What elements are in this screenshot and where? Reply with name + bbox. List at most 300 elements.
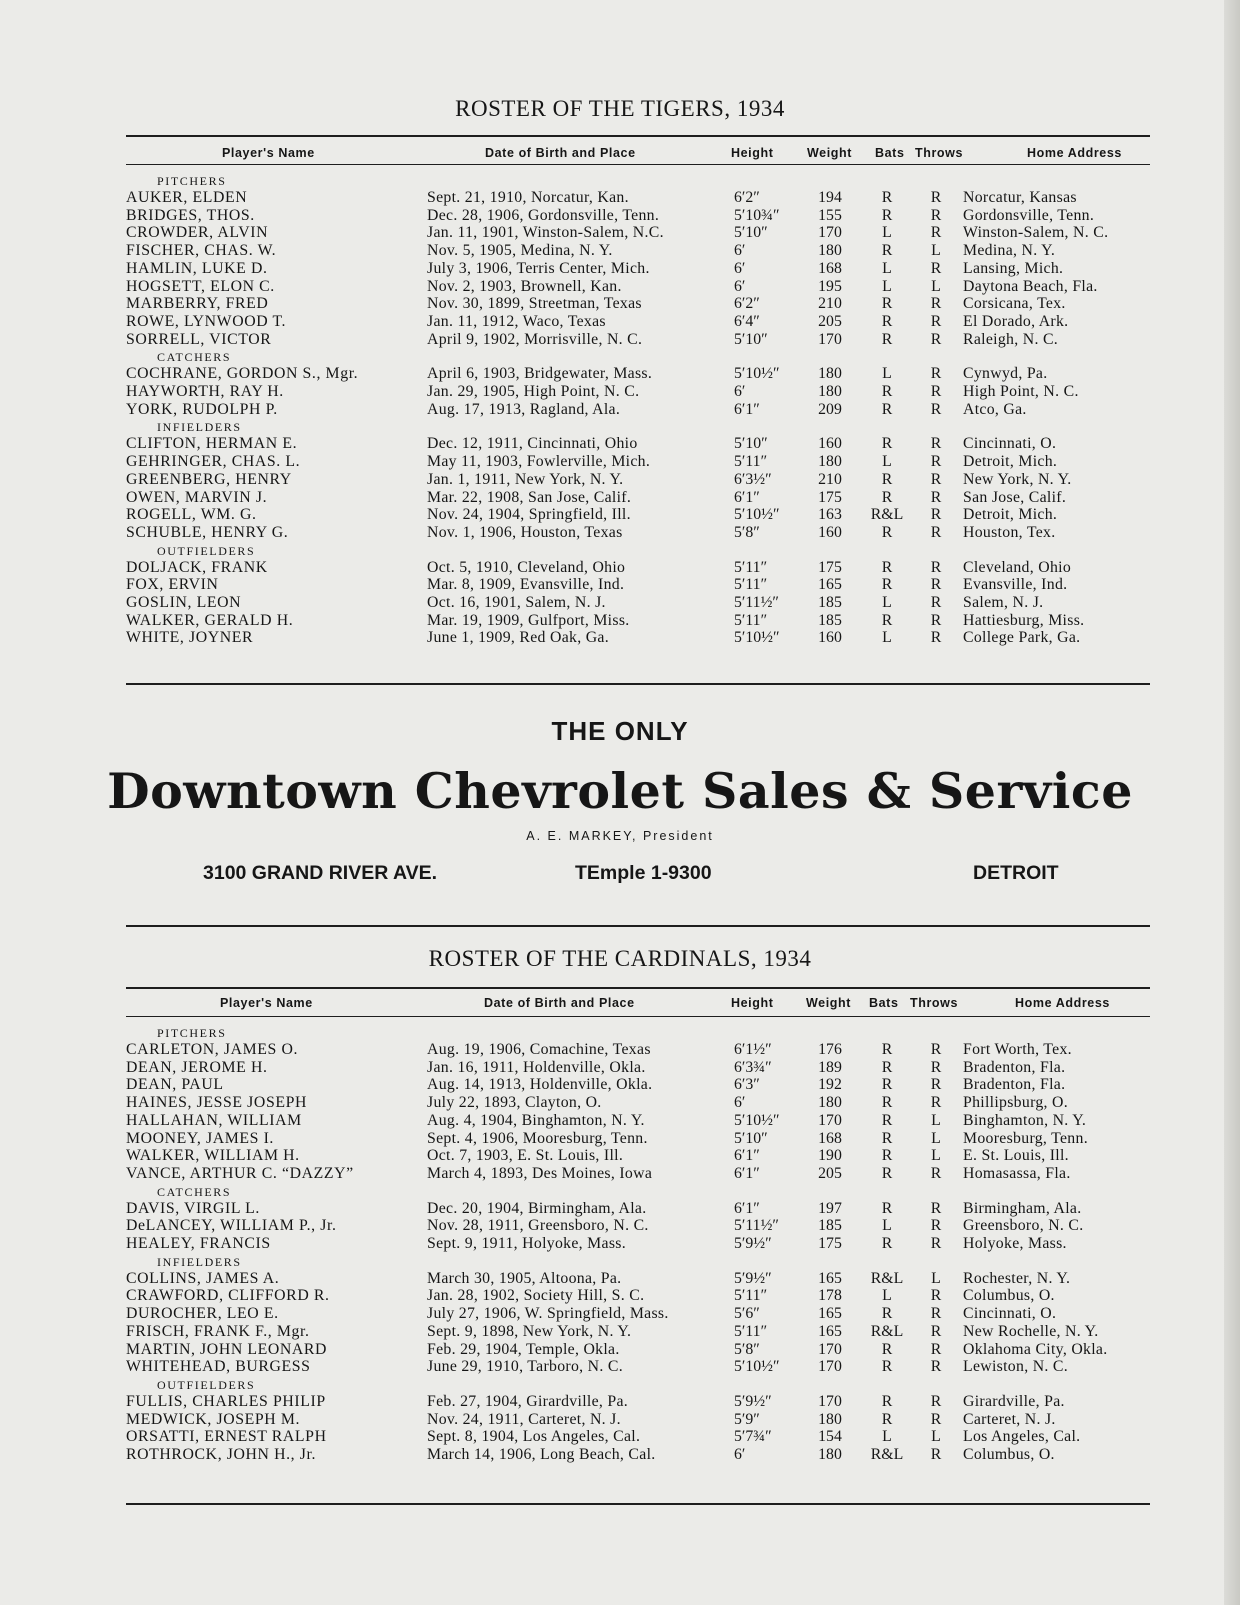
player-height: 5′10″ <box>734 435 768 453</box>
ad-president: A. E. MARKEY, President <box>526 829 714 843</box>
player-bats: R <box>881 1147 893 1165</box>
player-weight: 170 <box>818 224 842 242</box>
player-birth: Jan. 11, 1901, Winston-Salem, N.C. <box>427 224 664 242</box>
player-home: Evansville, Ind. <box>963 576 1068 594</box>
player-row <box>0 1059 1240 1077</box>
player-row <box>0 453 1240 471</box>
player-row <box>0 1323 1240 1341</box>
cardinals-header-rule <box>126 1016 1150 1017</box>
player-height: 5′10½″ <box>734 1111 780 1129</box>
player-weight: 170 <box>818 1358 842 1376</box>
tigers-bottom-rule <box>126 683 1150 685</box>
player-throws: R <box>930 594 942 611</box>
player-birth: Jan. 11, 1912, Waco, Texas <box>427 312 606 330</box>
player-weight: 180 <box>818 365 842 383</box>
player-home: Cincinnati, O. <box>963 1305 1057 1323</box>
player-height: 6′1″ <box>734 1147 760 1165</box>
player-name: MARBERRY, FRED <box>126 295 269 313</box>
player-birth: Dec. 12, 1911, Cincinnati, Ohio <box>427 435 638 453</box>
player-home: Los Angeles, Cal. <box>963 1428 1081 1446</box>
col-header-weight: Weight <box>806 996 852 1010</box>
player-home: Bradenton, Fla. <box>963 1076 1066 1094</box>
player-home: Rochester, N. Y. <box>963 1269 1071 1287</box>
player-name: ROTHROCK, JOHN H., Jr. <box>126 1446 317 1463</box>
cardinals-bottom-rule <box>126 1503 1150 1505</box>
player-height: 5′11½″ <box>734 594 779 611</box>
player-birth: Nov. 30, 1899, Streetman, Texas <box>427 295 642 313</box>
player-throws: R <box>930 1322 942 1340</box>
player-throws: R <box>930 400 942 418</box>
player-birth: Aug. 14, 1913, Holdenville, Okla. <box>427 1076 653 1094</box>
player-throws: R <box>930 1164 942 1182</box>
player-home: Detroit, Mich. <box>963 506 1058 524</box>
player-bats: R&L <box>870 1446 904 1463</box>
player-name: ROGELL, WM. G. <box>126 506 257 524</box>
cardinals-roster-title: ROSTER OF THE CARDINALS, 1934 <box>428 946 812 971</box>
player-height: 5′8″ <box>734 1340 760 1358</box>
player-birth: Sept. 9, 1911, Holyoke, Mass. <box>427 1235 626 1252</box>
player-throws: L <box>931 277 941 295</box>
player-throws: R <box>930 1217 942 1235</box>
player-name: MEDWICK, JOSEPH M. <box>126 1410 301 1428</box>
player-bats: R <box>881 189 893 206</box>
player-birth: Aug. 4, 1904, Binghamton, N. Y. <box>427 1111 645 1129</box>
cardinals-top-rule <box>126 987 1150 989</box>
player-birth: Sept. 8, 1904, Los Angeles, Cal. <box>427 1428 641 1446</box>
player-bats: R <box>881 330 893 348</box>
player-weight: 160 <box>818 435 842 453</box>
player-name: HALLAHAN, WILLIAM <box>126 1111 302 1129</box>
player-birth: Sept. 9, 1898, New York, N. Y. <box>427 1322 632 1340</box>
player-weight: 168 <box>818 1129 842 1147</box>
player-birth: Sept. 21, 1910, Norcatur, Kan. <box>427 189 629 206</box>
player-weight: 168 <box>818 259 842 277</box>
player-weight: 180 <box>818 453 842 471</box>
player-row <box>0 331 1240 349</box>
player-weight: 170 <box>818 1340 842 1358</box>
player-row <box>0 1446 1240 1464</box>
player-birth: Feb. 27, 1904, Girardville, Pa. <box>427 1392 629 1410</box>
player-bats: R <box>881 295 893 313</box>
player-home: Salem, N. J. <box>963 594 1044 611</box>
player-throws: L <box>931 1147 941 1165</box>
player-throws: R <box>930 1287 942 1305</box>
player-weight: 170 <box>818 1392 842 1410</box>
player-name: MOONEY, JAMES I. <box>126 1129 274 1147</box>
player-name: COLLINS, JAMES A. <box>126 1269 280 1287</box>
player-height: 6′ <box>734 1094 746 1112</box>
player-throws: R <box>930 1446 942 1463</box>
player-throws: L <box>931 1269 941 1287</box>
player-weight: 189 <box>818 1058 842 1076</box>
player-bats: R <box>881 488 893 506</box>
player-weight: 205 <box>818 312 842 330</box>
player-home: Lansing, Mich. <box>963 259 1064 277</box>
player-height: 6′2″ <box>734 295 760 313</box>
tigers-column-headers <box>0 146 1240 164</box>
player-throws: R <box>930 1041 942 1058</box>
player-row <box>0 313 1240 331</box>
player-row <box>0 506 1240 524</box>
player-height: 6′ <box>734 259 746 277</box>
col-header-height: Height <box>731 146 774 160</box>
player-throws: R <box>930 1358 942 1376</box>
player-throws: R <box>930 558 942 576</box>
player-bats: R <box>881 1410 893 1428</box>
player-weight: 165 <box>818 1269 842 1287</box>
player-name: DAVIS, VIRGIL L. <box>126 1199 260 1217</box>
player-row <box>0 224 1240 242</box>
section-label: CATCHERS <box>157 350 232 365</box>
player-row <box>0 1270 1240 1288</box>
player-name: CARLETON, JAMES O. <box>126 1041 299 1058</box>
player-row <box>0 1112 1240 1130</box>
player-birth: Dec. 28, 1906, Gordonsville, Tenn. <box>427 206 660 224</box>
player-height: 5′8″ <box>734 523 760 541</box>
player-birth: Aug. 19, 1906, Comachine, Texas <box>427 1041 651 1058</box>
player-throws: R <box>930 1340 942 1358</box>
player-height: 6′2″ <box>734 189 760 206</box>
player-weight: 165 <box>818 1322 842 1340</box>
player-birth: Sept. 4, 1906, Mooresburg, Tenn. <box>427 1129 648 1147</box>
player-bats: R&L <box>870 506 904 524</box>
player-height: 5′10″ <box>734 224 768 242</box>
player-row <box>0 1076 1240 1094</box>
player-birth: Oct. 5, 1910, Cleveland, Ohio <box>427 558 626 576</box>
player-home: Raleigh, N. C. <box>963 330 1059 348</box>
player-bats: R&L <box>870 1269 904 1287</box>
player-height: 5′7¾″ <box>734 1428 772 1446</box>
player-name: DUROCHER, LEO E. <box>126 1305 279 1323</box>
player-throws: R <box>930 1199 942 1217</box>
player-home: Fort Worth, Tex. <box>963 1041 1072 1058</box>
player-bats: L <box>882 224 892 242</box>
player-weight: 175 <box>818 1235 842 1252</box>
player-bats: R <box>881 1358 893 1376</box>
player-weight: 175 <box>818 488 842 506</box>
col-header-bats: Bats <box>869 996 899 1010</box>
player-row <box>0 260 1240 278</box>
player-home: Birmingham, Ala. <box>963 1199 1082 1217</box>
tigers-header-rule <box>126 164 1150 165</box>
player-birth: July 22, 1893, Clayton, O. <box>427 1094 602 1112</box>
player-row <box>0 489 1240 507</box>
player-row <box>0 1200 1240 1218</box>
player-weight: 155 <box>818 206 842 224</box>
player-bats: L <box>882 629 892 647</box>
player-weight: 210 <box>818 470 842 488</box>
player-bats: L <box>882 1217 892 1235</box>
player-birth: March 4, 1893, Des Moines, Iowa <box>427 1164 653 1182</box>
player-height: 5′9½″ <box>734 1392 772 1410</box>
player-home: Norcatur, Kansas <box>963 189 1077 206</box>
player-home: Lewiston, N. C. <box>963 1358 1068 1376</box>
player-throws: R <box>930 1235 942 1252</box>
player-height: 6′ <box>734 242 746 260</box>
player-row <box>0 1411 1240 1429</box>
player-throws: R <box>930 1094 942 1112</box>
player-row <box>0 1094 1240 1112</box>
player-name: OWEN, MARVIN J. <box>126 488 268 506</box>
player-bats: R <box>881 611 893 629</box>
player-bats: R <box>881 523 893 541</box>
player-name: DEAN, PAUL <box>126 1076 224 1094</box>
cardinals-column-headers <box>0 996 1240 1014</box>
player-height: 5′11″ <box>734 576 768 594</box>
player-throws: R <box>930 470 942 488</box>
player-home: Corsicana, Tex. <box>963 295 1066 313</box>
player-name: FULLIS, CHARLES PHILIP <box>126 1392 326 1410</box>
player-birth: April 6, 1903, Bridgewater, Mass. <box>427 365 653 383</box>
player-home: Medina, N. Y. <box>963 242 1056 260</box>
player-weight: 160 <box>818 629 842 647</box>
player-birth: Nov. 2, 1903, Brownell, Kan. <box>427 277 622 295</box>
section-label: OUTFIELDERS <box>157 543 256 558</box>
player-row <box>0 401 1240 419</box>
player-height: 5′10½″ <box>734 1358 780 1376</box>
player-name: HAMLIN, LUKE D. <box>126 259 268 277</box>
player-throws: R <box>930 506 942 524</box>
player-weight: 180 <box>818 1094 842 1112</box>
player-bats: R <box>881 1058 893 1076</box>
ad-bottom-rule <box>126 925 1150 927</box>
player-bats: R <box>881 435 893 453</box>
player-weight: 180 <box>818 242 842 260</box>
player-height: 5′10½″ <box>734 365 780 383</box>
player-birth: Jan. 28, 1902, Society Hill, S. C. <box>427 1287 645 1305</box>
section-label: CATCHERS <box>157 1184 232 1199</box>
player-birth: March 30, 1905, Altoona, Pa. <box>427 1269 622 1287</box>
player-name: CRAWFORD, CLIFFORD R. <box>126 1287 330 1305</box>
player-height: 5′11″ <box>734 1287 768 1305</box>
player-height: 5′10½″ <box>734 506 780 524</box>
player-row <box>0 524 1240 542</box>
section-label: INFIELDERS <box>157 1254 242 1269</box>
player-birth: Jan. 16, 1911, Holdenville, Okla. <box>427 1058 646 1076</box>
player-height: 5′6″ <box>734 1305 760 1323</box>
player-weight: 195 <box>818 277 842 295</box>
player-row <box>0 242 1240 260</box>
player-bats: R <box>881 1199 893 1217</box>
player-row <box>0 1217 1240 1235</box>
player-height: 5′9″ <box>734 1410 760 1428</box>
player-birth: Jan. 1, 1911, New York, N. Y. <box>427 470 624 488</box>
player-height: 5′11″ <box>734 453 768 471</box>
player-home: El Dorado, Ark. <box>963 312 1069 330</box>
player-name: HAINES, JESSE JOSEPH <box>126 1094 307 1112</box>
col-header-birth: Date of Birth and Place <box>484 996 635 1010</box>
player-height: 6′3½″ <box>734 470 772 488</box>
player-birth: May 11, 1903, Fowlerville, Mich. <box>427 453 651 471</box>
player-throws: R <box>930 629 942 647</box>
player-height: 5′10″ <box>734 1129 768 1147</box>
player-weight: 170 <box>818 1111 842 1129</box>
player-weight: 180 <box>818 383 842 400</box>
player-throws: R <box>930 576 942 594</box>
col-header-name: Player's Name <box>220 996 313 1010</box>
player-name: GOSLIN, LEON <box>126 594 242 611</box>
player-height: 6′4″ <box>734 312 760 330</box>
tigers-roster-title: ROSTER OF THE TIGERS, 1934 <box>455 96 785 121</box>
player-home: Houston, Tex. <box>963 523 1056 541</box>
player-weight: 209 <box>818 400 842 418</box>
player-weight: 160 <box>818 523 842 541</box>
player-bats: L <box>882 594 892 611</box>
section-label: OUTFIELDERS <box>157 1377 256 1392</box>
player-weight: 175 <box>818 558 842 576</box>
player-home: Cynwyd, Pa. <box>963 365 1048 383</box>
ad-headline: THE ONLY <box>551 716 689 746</box>
player-bats: R <box>881 1305 893 1323</box>
player-throws: L <box>931 242 941 260</box>
player-name: GEHRINGER, CHAS. L. <box>126 453 301 471</box>
player-bats: L <box>882 1287 892 1305</box>
section-label: INFIELDERS <box>157 420 242 435</box>
player-throws: R <box>930 1076 942 1094</box>
player-name: GREENBERG, HENRY <box>126 470 292 488</box>
section-label: PITCHERS <box>157 174 227 188</box>
player-name: HEALEY, FRANCIS <box>126 1235 271 1252</box>
player-bats: R <box>881 1076 893 1094</box>
player-bats: R <box>881 1164 893 1182</box>
player-birth: Dec. 20, 1904, Birmingham, Ala. <box>427 1199 647 1217</box>
player-row <box>0 559 1240 577</box>
player-name: FISCHER, CHAS. W. <box>126 242 277 260</box>
col-header-height: Height <box>731 996 774 1010</box>
player-height: 5′9½″ <box>734 1235 772 1252</box>
player-row <box>0 383 1240 401</box>
player-bats: R&L <box>870 1322 904 1340</box>
player-bats: L <box>882 453 892 471</box>
player-birth: Mar. 22, 1908, San Jose, Calif. <box>427 488 632 506</box>
player-bats: L <box>882 1428 892 1446</box>
player-home: Mooresburg, Tenn. <box>963 1129 1088 1147</box>
player-weight: 178 <box>818 1287 842 1305</box>
player-weight: 154 <box>818 1428 842 1446</box>
player-name: FOX, ERVIN <box>126 576 219 594</box>
player-birth: Nov. 24, 1911, Carteret, N. J. <box>427 1410 621 1428</box>
player-name: YORK, RUDOLPH P. <box>126 400 278 418</box>
player-name: ORSATTI, ERNEST RALPH <box>126 1428 327 1446</box>
player-bats: R <box>881 1235 893 1252</box>
player-name: SCHUBLE, HENRY G. <box>126 523 289 541</box>
player-bats: R <box>881 206 893 224</box>
player-height: 6′1″ <box>734 488 760 506</box>
player-home: New Rochelle, N. Y. <box>963 1322 1099 1340</box>
player-birth: Nov. 28, 1911, Greensboro, N. C. <box>427 1217 649 1235</box>
player-throws: R <box>930 1410 942 1428</box>
ad-phone: TEmple 1-9300 <box>575 862 712 884</box>
player-home: Hattiesburg, Miss. <box>963 611 1085 629</box>
player-name: WALKER, WILLIAM H. <box>126 1147 300 1165</box>
player-birth: March 14, 1906, Long Beach, Cal. <box>427 1446 656 1463</box>
player-weight: 194 <box>818 189 842 206</box>
player-birth: Nov. 1, 1906, Houston, Texas <box>427 523 623 541</box>
player-home: Holyoke, Mass. <box>963 1235 1067 1252</box>
player-name: HOGSETT, ELON C. <box>126 277 275 295</box>
player-throws: L <box>931 1129 941 1147</box>
player-bats: R <box>881 1041 893 1058</box>
player-throws: R <box>930 1058 942 1076</box>
player-bats: R <box>881 1094 893 1112</box>
player-weight: 180 <box>818 1446 842 1463</box>
player-bats: L <box>882 365 892 383</box>
ad-address: 3100 GRAND RIVER AVE. <box>203 862 438 884</box>
player-home: Carteret, N. J. <box>963 1410 1056 1428</box>
player-bats: R <box>881 558 893 576</box>
player-name: FRISCH, FRANK F., Mgr. <box>126 1322 310 1340</box>
player-birth: Nov. 5, 1905, Medina, N. Y. <box>427 242 613 260</box>
player-home: Homasassa, Fla. <box>963 1164 1071 1182</box>
player-home: Cincinnati, O. <box>963 435 1057 453</box>
player-name: ROWE, LYNWOOD T. <box>126 312 287 330</box>
player-row <box>0 207 1240 225</box>
player-home: Girardville, Pa. <box>963 1392 1065 1410</box>
player-birth: July 27, 1906, W. Springfield, Mass. <box>427 1305 669 1323</box>
player-birth: Feb. 29, 1904, Temple, Okla. <box>427 1340 620 1358</box>
col-header-home: Home Address <box>1027 146 1122 160</box>
player-throws: R <box>930 224 942 242</box>
player-row <box>0 576 1240 594</box>
player-throws: R <box>930 488 942 506</box>
player-throws: R <box>930 523 942 541</box>
player-height: 6′ <box>734 383 746 400</box>
player-home: Columbus, O. <box>963 1287 1055 1305</box>
player-birth: Oct. 7, 1903, E. St. Louis, Ill. <box>427 1147 624 1165</box>
player-row <box>0 278 1240 296</box>
player-height: 6′ <box>734 1446 746 1463</box>
player-birth: Mar. 19, 1909, Gulfport, Miss. <box>427 611 630 629</box>
col-header-throws: Throws <box>910 996 959 1010</box>
player-throws: R <box>930 1392 942 1410</box>
player-row <box>0 189 1240 207</box>
player-bats: R <box>881 400 893 418</box>
col-header-weight: Weight <box>807 146 853 160</box>
player-weight: 165 <box>818 1305 842 1323</box>
player-name: DeLANCEY, WILLIAM P., Jr. <box>126 1217 337 1235</box>
player-throws: R <box>930 365 942 383</box>
player-name: WALKER, GERALD H. <box>126 611 294 629</box>
player-home: Daytona Beach, Fla. <box>963 277 1098 295</box>
player-bats: R <box>881 383 893 400</box>
player-row <box>0 1147 1240 1165</box>
player-row <box>0 1428 1240 1446</box>
player-throws: R <box>930 1305 942 1323</box>
player-row <box>0 1305 1240 1323</box>
section-label: PITCHERS <box>157 1026 227 1040</box>
player-throws: R <box>930 206 942 224</box>
player-home: Binghamton, N. Y. <box>963 1111 1087 1129</box>
player-bats: L <box>882 277 892 295</box>
player-row <box>0 1041 1240 1059</box>
player-weight: 185 <box>818 611 842 629</box>
player-home: Gordonsville, Tenn. <box>963 206 1095 224</box>
col-header-home: Home Address <box>1015 996 1110 1010</box>
player-throws: R <box>930 259 942 277</box>
player-birth: Oct. 16, 1901, Salem, N. J. <box>427 594 606 611</box>
player-name: MARTIN, JOHN LEONARD <box>126 1340 328 1358</box>
player-home: College Park, Ga. <box>963 629 1081 647</box>
player-row <box>0 612 1240 630</box>
player-weight: 180 <box>818 1410 842 1428</box>
player-throws: R <box>930 453 942 471</box>
col-header-throws: Throws <box>915 146 964 160</box>
player-home: Columbus, O. <box>963 1446 1055 1463</box>
player-name: COCHRANE, GORDON S., Mgr. <box>126 365 359 383</box>
player-name: WHITEHEAD, BURGESS <box>126 1358 311 1376</box>
player-weight: 165 <box>818 576 842 594</box>
player-bats: R <box>881 1129 893 1147</box>
